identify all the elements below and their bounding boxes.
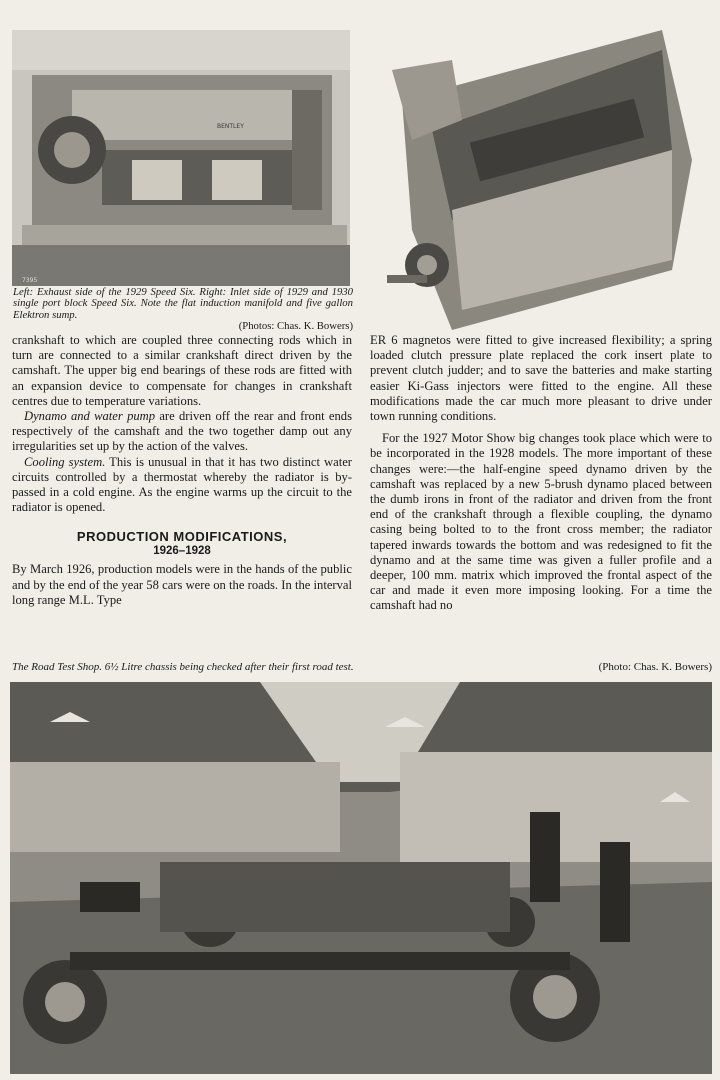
cooling-lead: Cooling system. xyxy=(24,454,106,469)
top-caption-text: Left: Exhaust side of the 1929 Speed Six. Right: Inlet side of 1929 and 1930 single port block Speed Six. Note the flat induction manifold and five gallon Elektron sump. xyxy=(13,286,353,321)
right-text-column xyxy=(370,333,712,614)
left-paragraph-2 xyxy=(12,409,352,455)
right-paragraph-1: ER 6 magnetos were fitted to give increased flexibility; a spring loaded clutch pressure plate replaced the cork insert plate to prevent clutch judder; and to save the batteries and make starting easier Ki-Gass injectors were fitted to the engine. All these modifications made the car much more pleasant to drive under town running conditions. xyxy=(370,333,712,424)
dynamo-lead: Dynamo and water pump xyxy=(24,409,156,424)
road-test-shop-photo xyxy=(10,682,712,1074)
section-heading: PRODUCTION MODIFICATIONS, xyxy=(76,529,288,545)
dynamo-text: are driven off the rear and front ends respectively of the camshaft and the two together damp out any irregularities set up by the action of the valves. xyxy=(12,409,352,454)
section-subheading: 1926–1928 xyxy=(153,545,211,558)
negative-number: 7395 xyxy=(22,277,38,284)
bottom-photo-caption xyxy=(12,661,712,674)
cooling-text: This is unusual in that it has two distinct water circuits controlled by a thermostat whereby the radiator is by-passed in a cold engine. As the engine warms up the circuit to the radiator is opened. xyxy=(12,454,352,515)
right-paragraph-2: For the 1927 Motor Show big changes took place which were to be incorporated in the 1928 models. The more important of these changes were:—the half-engine speed dynamo driven by the camshaft was replaced by a new 5-brush dynamo placed between the dumb irons in front of the radiator and driven from the front end of the crankshaft through a flexible coupling, the dynamo casing being bolted to to the front cross member; the radiator tapered inwards towards the bottom and was redesigned to fit the dynamo and at the same time was given a fuller profile and a deeper, 100 mm. matrix which improved the frontal aspect of the car and made it even more imposing looking. For a time the camshaft had no xyxy=(370,431,712,613)
top-photos-caption xyxy=(13,287,353,333)
bottom-caption-text: The Road Test Shop. 6½ Litre chassis being checked after their first road test. xyxy=(12,661,354,673)
bottom-caption-credit: (Photo: Chas. K. Bowers) xyxy=(598,661,712,673)
left-paragraph-4: By March 1926, production models were in the hands of the public and by the end of the year 58 cars were on the roads. In the interval long range M.L. Type xyxy=(12,562,352,607)
left-text-column xyxy=(12,333,352,608)
engine-maker-plate: BENTLEY xyxy=(217,123,244,130)
exhaust-side-engine-photo xyxy=(12,30,350,286)
left-paragraph-3 xyxy=(12,455,352,516)
left-paragraph-1: crankshaft to which are coupled three connecting rods which in turn are connected to a similar crankshaft direct driven by the camshaft. The upper big end bearings of these rods are fitted with an expansion device to compensate for changes in crankshaft centres due to temperature variations. xyxy=(12,333,352,408)
top-caption-credit: (Photos: Chas. K. Bowers) xyxy=(238,320,353,333)
inlet-side-engine-photo xyxy=(372,10,710,330)
